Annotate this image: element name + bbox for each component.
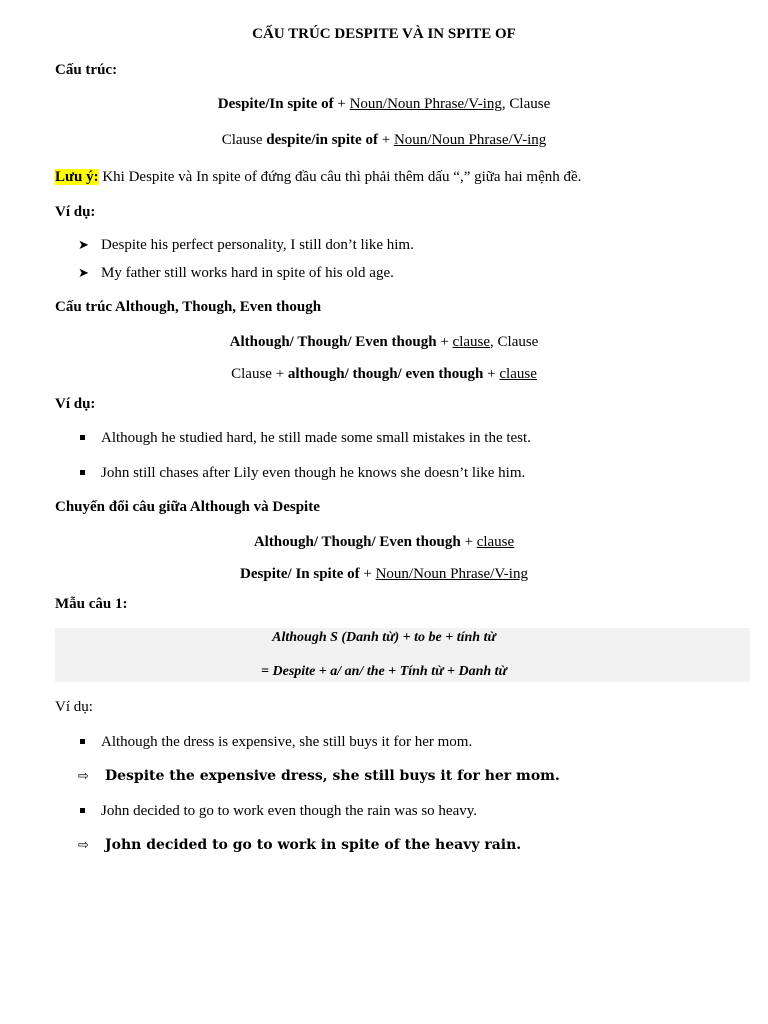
formula-although-2 — [0, 364, 768, 384]
note-text: Khi Despite và In spite of đứng đầu câu thì phải thêm dấu “,” giữa hai mệnh đề. — [98, 169, 582, 185]
section3-example-heading: Ví dụ: — [55, 699, 93, 715]
arrowhead-bullet-icon: ➤ — [78, 237, 89, 252]
formula-tail: , Clause — [490, 334, 539, 350]
list-item: Although he studied hard, he still made some small mistakes in the test. — [101, 430, 531, 446]
section2-example-heading: Ví dụ: — [55, 396, 96, 412]
formula-keyword: despite/in spite of — [266, 132, 378, 148]
list-item: Although the dress is expensive, she still buys it for her mom. — [101, 734, 473, 750]
document-title: CẤU TRÚC DESPITE VÀ IN SPITE OF — [252, 26, 516, 42]
formula-object: Noun/Noun Phrase/V-ing — [375, 566, 528, 582]
formula-convert-1 — [0, 532, 768, 552]
arrow-bullet-icon: ⇨ — [78, 768, 89, 783]
formula-object: Noun/Noun Phrase/V-ing — [393, 132, 547, 148]
formula-object: Noun/Noun Phrase/V-ing — [349, 96, 502, 112]
formula-keyword: although/ though/ even though — [287, 366, 484, 382]
square-bullet-icon — [80, 470, 85, 475]
arrow-bullet-icon: ⇨ — [78, 837, 89, 852]
section1-heading: Cấu trúc: — [55, 62, 118, 78]
list-item: Despite his perfect personality, I still don’t like him. — [101, 237, 414, 253]
list-item: John decided to go to work even though the rain was so heavy. — [101, 803, 478, 819]
formula-plus: + — [460, 534, 477, 550]
formula-keyword: Despite/In spite of — [217, 96, 334, 112]
list-item: My father still works hard in spite of his old age. — [101, 265, 394, 281]
formula-plus: + — [436, 334, 453, 350]
square-bullet-icon — [80, 808, 85, 813]
formula-keyword: Despite/ In spite of — [240, 566, 360, 582]
section1-example-heading: Ví dụ: — [55, 204, 96, 220]
formula-object: clause — [476, 534, 515, 550]
pattern-line-1: Although S (Danh từ) + to be + tính từ — [272, 630, 496, 645]
formula-object: clause — [452, 334, 491, 350]
formula-head: Clause + — [231, 366, 288, 382]
list-item: Despite the expensive dress, she still buys it for her mom. — [105, 768, 560, 784]
formula-convert-2 — [0, 564, 768, 584]
formula-keyword: Although/ Though/ Even though — [229, 334, 437, 350]
note-label: Lưu ý: — [55, 169, 99, 185]
list-item: John decided to go to work in spite of the heavy rain. — [105, 837, 522, 853]
list-item: John still chases after Lily even though he knows she doesn’t like him. — [101, 465, 526, 481]
arrowhead-bullet-icon: ➤ — [78, 265, 89, 280]
formula-plus: + — [359, 566, 376, 582]
note-line — [55, 167, 581, 187]
pattern-line-2: = Despite + a/ an/ the + Tính từ + Danh từ — [261, 664, 507, 679]
pattern-heading: Mẫu câu 1: — [55, 596, 128, 612]
formula-plus: + — [333, 96, 350, 112]
formula-plus: + — [377, 132, 394, 148]
square-bullet-icon — [80, 435, 85, 440]
formula-plus: + — [483, 366, 500, 382]
formula-head: Clause — [221, 132, 267, 148]
formula-tail: , Clause — [501, 96, 551, 112]
section2-heading: Cấu trúc Although, Though, Even though — [55, 299, 322, 315]
section3-heading: Chuyển đổi câu giữa Although và Despite — [55, 499, 320, 515]
formula-despite-2 — [0, 130, 768, 150]
formula-object: clause — [499, 366, 537, 382]
formula-keyword: Although/ Though/ Even though — [253, 534, 461, 550]
formula-although-1 — [0, 332, 768, 352]
formula-despite-1 — [0, 94, 768, 114]
square-bullet-icon — [80, 739, 85, 744]
